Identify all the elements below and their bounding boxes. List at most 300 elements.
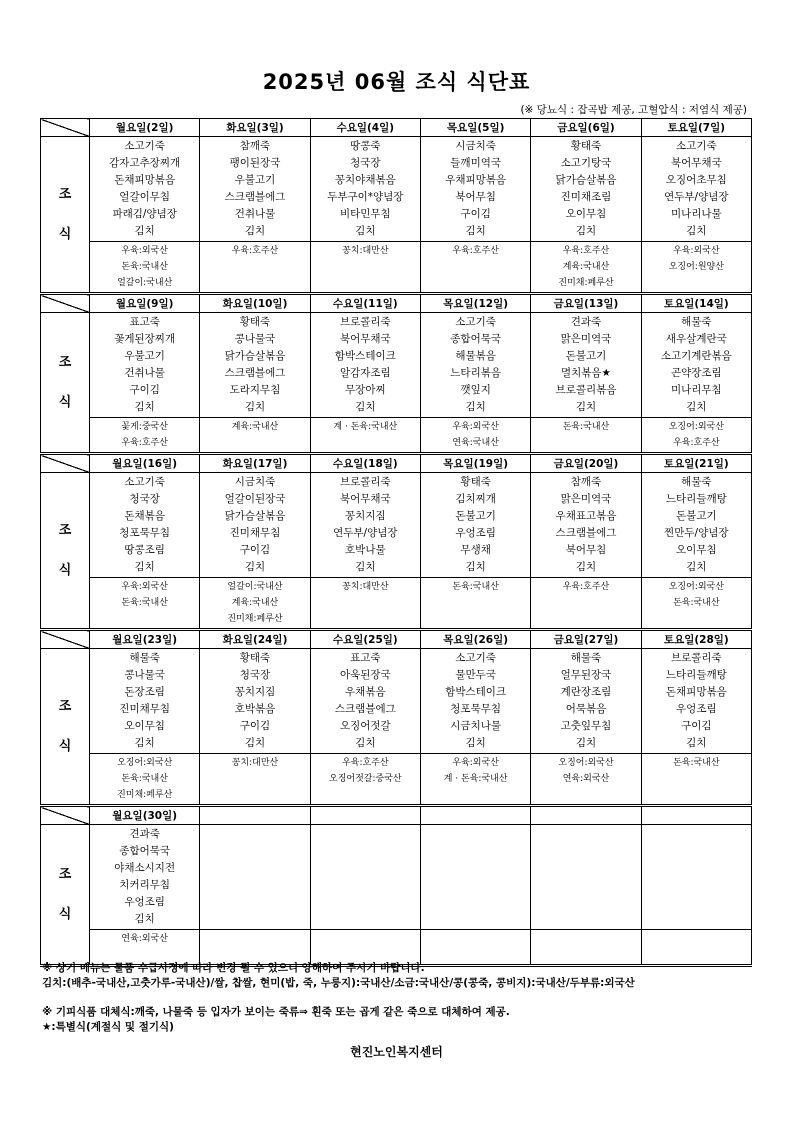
diet-note: (※ 당뇨식 : 잡곡밥 제공, 고혈압식 : 저염식 제공) [520,104,747,116]
origin-item: 돈육:국내산 [562,422,610,432]
dish-item: 미나리무침 [670,384,722,396]
origin-item: 계육:국내산 [231,422,279,432]
menu-cell [420,137,530,242]
note-origin: 김치:(배추-국내산,고춧가루-국내산)/쌀, 찹쌀, 현미(밥, 죽, 누룽지):국내산/소금:국내산/콩(콩죽, 콩비지):국내산/두부류:외국산 [42,977,635,989]
origin-item: 오징어:외국산 [558,758,614,768]
meal-label-char: 식 [58,226,72,242]
day-header: 수요일(11일) [310,294,420,313]
meal-label-char: 식 [58,562,72,578]
origin-cell [200,754,310,806]
origin-item: 꽁치:대만산 [231,758,279,768]
meal-label-char: 식 [58,906,72,922]
day-header: 수요일(25일) [310,630,420,649]
day-header: 화요일(24일) [200,630,310,649]
day-header: 월요일(2일) [90,119,200,137]
dish-item: 무장아찌 [345,384,386,396]
dish-item: 비타민무침 [339,208,391,220]
dish-item: 스크램블에그 [224,367,286,379]
dish-item: 소고기죽 [124,476,165,488]
origin-cell [310,754,420,806]
dish-item: 맑은미역국 [560,333,612,345]
origin-item: 돈육:국내산 [673,758,720,768]
origin-cell [90,418,200,454]
day-header: 월요일(23일) [90,630,200,649]
meal-label [41,473,90,630]
dish-item: 우채표고볶음 [555,510,617,522]
dish-item: 얼무된장국 [560,669,612,681]
dish-item: 브로콜리죽 [670,652,722,664]
dish-item: 견과죽 [570,316,602,328]
menu-cell [531,649,641,754]
origin-cell [641,418,751,454]
dish-item: 해물죽 [681,316,712,328]
dish-item: 돈불고기 [455,510,496,522]
origin-item: 우육:외국산 [452,758,499,768]
dish-item: 땅콩조림 [124,544,165,556]
week-header-row [41,294,752,313]
dish-item: 브로콜리죽 [339,316,391,328]
dish-item: 김치 [244,737,266,749]
day-header: 토요일(14일) [641,294,751,313]
day-header: 금요일(6일) [531,119,641,137]
day-header [310,806,420,825]
dish-item: 김치 [244,401,266,413]
meal-label-char: 조 [58,698,72,714]
menu-cell [641,313,751,418]
origin-item: 진미채:페루산 [558,278,614,288]
origin-cell [641,242,751,294]
dish-item: 팽이된장국 [229,157,281,169]
dish-item: 무생채 [460,544,491,556]
dish-item: 김치 [465,225,486,237]
day-header: 목요일(12일) [420,294,530,313]
menu-cell [641,137,751,242]
dish-item: 시금치나물 [450,720,501,732]
corner-cell [41,630,90,649]
dish-item: 구이김 [681,720,712,732]
dish-item: 표고죽 [350,652,381,664]
menu-cell [420,473,530,578]
origin-item: 우육:호주산 [121,438,168,448]
dish-item: 함박스테이크 [334,350,396,362]
day-header: 금요일(13일) [531,294,641,313]
day-header: 금요일(20일) [531,454,641,473]
origin-item: 오징어:원양산 [668,262,724,272]
dish-item: 북어무침 [565,544,607,556]
dish-item: 돈채볶음 [124,510,165,522]
dish-item: 돈불고기 [565,350,607,362]
origin-cell [200,242,310,294]
origin-item: 계 · 돈육:국내산 [443,774,508,784]
origin-cell [90,578,200,630]
dish-item: 구이김 [239,544,271,556]
origin-item: 계육:국내산 [231,598,279,608]
dish-item: 꽁치지짐 [345,510,386,522]
dish-item: 진미채무침 [229,527,281,539]
origin-item: 연육:외국산 [562,774,610,784]
day-header: 수요일(4일) [310,119,420,137]
meal-label [41,649,90,806]
dish-item: 진미채무침 [119,703,171,715]
origin-item: 얼갈이:국내산 [117,278,173,288]
origin-cell [531,578,641,630]
dish-item: 김치 [134,737,155,749]
dish-item: 돈채피망볶음 [665,686,727,698]
origin-item: 우육:외국산 [121,582,168,592]
week-header-row [41,119,752,137]
dish-item: 브로콜리볶음 [555,384,617,396]
dish-item: 연두부/양념장 [664,191,729,203]
menu-cell [310,137,420,242]
week-header-row [41,806,752,825]
origin-cell [641,578,751,630]
dish-item: 참깨죽 [570,476,602,488]
dish-item: 소고기죽 [124,140,165,152]
dish-item: 김치 [575,401,597,413]
day-header: 수요일(18일) [310,454,420,473]
dish-item: 미나리나물 [670,208,722,220]
origin-item: 연육:국내산 [452,438,499,448]
dish-item: 참깨죽 [239,140,271,152]
meal-label-char: 조 [58,522,72,538]
dish-item: 얼갈이된장국 [224,493,286,505]
dish-item: 우엉조림 [676,703,717,715]
note-change: ※ 상기 메뉴는 물품 수급사정에 따라 변경 될 수 있으니 양해하여 주시기 바랍니다. [42,962,425,974]
menu-cell [90,137,200,242]
dish-item: 느타리들깨탕 [665,493,727,505]
day-header: 화요일(10일) [200,294,310,313]
origin-item: 꽃게:중국산 [121,422,168,432]
origin-item: 오징어:외국산 [668,582,724,592]
dish-item: 구이김 [129,384,160,396]
dish-item: 우채피망볶음 [445,174,507,186]
origin-cell [641,754,751,806]
dish-item: 김치 [134,561,155,573]
origin-item: 계육:국내산 [562,262,610,272]
day-header: 월요일(9일) [90,294,200,313]
origin-cell [420,754,530,806]
dish-item: 곤약장조림 [670,367,722,379]
dish-item: 느타리들깨탕 [665,669,727,681]
menu-cell [641,825,751,930]
dish-item: 김치 [575,225,597,237]
meal-label-char: 조 [58,354,72,370]
dish-item: 우불고기 [124,350,165,362]
dish-item: 도라지무침 [229,384,281,396]
day-header: 금요일(27일) [531,630,641,649]
origin-item: 연육:외국산 [121,934,168,944]
dish-item: 북어무채국 [339,493,391,505]
dish-item: 치커리무침 [119,879,171,891]
origin-item: 돈육:국내산 [121,774,168,784]
menu-cell [90,313,200,418]
dish-item: 소고기죽 [455,652,496,664]
menu-cell [200,137,310,242]
menu-cell [420,825,530,930]
dish-item: 김치 [575,561,597,573]
dish-item: 황태죽 [239,316,271,328]
menu-cell [531,313,641,418]
menu-cell [641,473,751,578]
dish-item: 야채소시지전 [114,862,176,874]
dish-item: 땅콩죽 [350,140,381,152]
dish-item: 시금치죽 [234,476,276,488]
menu-cell [531,473,641,578]
dish-item: 소고기죽 [676,140,717,152]
origin-cell [310,578,420,630]
dish-item: 닭가슴살볶음 [224,350,286,362]
dish-item: 오이무침 [124,720,165,732]
page-title: 2025년 06월 조식 식단표 [262,70,531,94]
origin-item: 우육:호주산 [673,438,720,448]
origin-item: 우육:호주산 [562,582,610,592]
day-header: 월요일(30일) [90,806,200,825]
origin-item: 돈육:국내산 [121,262,168,272]
dish-item: 찐만두/양념장 [664,527,729,539]
origin-item: 얼갈이:국내산 [227,582,283,592]
dish-item: 구이김 [460,208,491,220]
dish-item: 청포묵무침 [119,527,171,539]
day-header: 토요일(28일) [641,630,751,649]
menu-cell [90,825,200,930]
origin-item: 돈육:국내산 [121,598,168,608]
dish-item: 고춧잎무침 [560,720,612,732]
day-header [200,806,310,825]
day-header: 화요일(17일) [200,454,310,473]
dish-item: 파래김/양념장 [112,208,177,220]
day-header: 목요일(19일) [420,454,530,473]
dish-item: 김치 [686,225,707,237]
dish-item: 콩나물국 [124,669,165,681]
dish-item: 견과죽 [129,828,160,840]
dish-item: 꽃게된장찌개 [114,333,176,345]
dish-item: 황태죽 [460,476,491,488]
week-header-row [41,454,752,473]
dish-item: 청국장 [239,669,271,681]
dish-item: 해물볶음 [455,350,496,362]
dish-item: 해물죽 [129,652,160,664]
origin-cell [420,578,530,630]
origin-item: 돈육:국내산 [673,598,720,608]
dish-item: 스크램블에그 [555,527,617,539]
dish-item: 북어무채국 [670,157,722,169]
day-header [531,806,641,825]
origin-item: 돈육:국내산 [452,582,499,592]
center-name: 현진노인복지센터 [350,1045,443,1059]
dish-item: 김치 [244,561,266,573]
dish-item: 김치 [465,561,486,573]
dish-item: 콩나물국 [234,333,276,345]
dish-item: 연두부/양념장 [333,527,398,539]
menu-cell [310,473,420,578]
menu-cell [90,473,200,578]
dish-item: 호박나물 [345,544,386,556]
origin-item: 진미채:페루산 [117,790,173,800]
day-header: 목요일(5일) [420,119,530,137]
dish-item: 청국장 [350,157,381,169]
dish-item: 우엉조림 [124,896,165,908]
origin-item: 오징어젓갈:중국산 [329,774,402,784]
dish-item: 닭가슴살볶음 [224,510,286,522]
corner-cell [41,454,90,473]
dish-item: 김치 [465,401,486,413]
origin-item: 진미채:페루산 [227,614,283,624]
dish-item: 김치 [686,737,707,749]
dish-item: 김치 [355,561,376,573]
dish-item: 김치찌개 [455,493,496,505]
origin-item: 우육:호주산 [452,246,499,256]
dish-item: 진미채조림 [560,191,612,203]
dish-item: 스크램블에그 [334,703,396,715]
week-header-row [41,630,752,649]
dish-item: 종합어묵국 [450,333,501,345]
dish-item: 건취나물 [234,208,276,220]
origin-cell [310,418,420,454]
dish-item: 브로콜리죽 [339,476,391,488]
dish-item: 꽁치지짐 [234,686,276,698]
origin-cell [310,242,420,294]
origin-item: 꽁치:대만산 [342,246,389,256]
menu-cell [200,313,310,418]
origin-item: 우육:외국산 [452,422,499,432]
menu-cell [641,649,751,754]
dish-item: 황태죽 [570,140,602,152]
day-header [420,806,530,825]
dish-item: 김치 [355,737,376,749]
menu-cell [90,649,200,754]
corner-cell [41,294,90,313]
origin-cell [200,418,310,454]
day-header [641,806,751,825]
dish-item: 김치 [134,913,155,925]
dish-item: 오이무침 [565,208,607,220]
dish-item: 김치 [244,225,266,237]
menu-cell [531,825,641,930]
note-substitute: ※ 기피식품 대체식:깨죽, 나물죽 등 입자가 보이는 죽류⇒ 흰죽 또는 곱게 같은 죽으로 대체하여 제공. [42,1006,510,1018]
dish-item: 얼갈이무침 [119,191,171,203]
dish-item: 김치 [355,401,376,413]
dish-item: 알감자조림 [339,367,391,379]
menu-cell [310,649,420,754]
menu-cell [200,473,310,578]
dish-item: 해물죽 [681,476,712,488]
menu-cell [310,825,420,930]
dish-item: 시금치죽 [455,140,496,152]
day-header: 월요일(16일) [90,454,200,473]
origin-cell [531,242,641,294]
dish-item: 소고기죽 [455,316,496,328]
dish-item: 호박볶음 [234,703,276,715]
meal-label [41,825,90,966]
dish-item: 우채볶음 [345,686,386,698]
origin-cell [200,578,310,630]
corner-cell [41,806,90,825]
dish-item: 김치 [355,225,376,237]
origin-item: 우육:외국산 [673,246,720,256]
dish-item: 북어무침 [455,191,496,203]
meal-label-char: 조 [58,866,72,882]
meal-label [41,137,90,294]
dish-item: 김치 [686,401,707,413]
dish-item: 오이무침 [676,544,717,556]
dish-item: 김치 [134,401,155,413]
dish-item: 김치 [134,225,155,237]
meal-label-char: 식 [58,394,72,410]
dish-item: 건취나물 [124,367,165,379]
origin-item: 우육:호주산 [231,246,279,256]
day-header: 목요일(26일) [420,630,530,649]
origin-item: 오징어:외국산 [668,422,724,432]
origin-cell [420,242,530,294]
corner-cell [41,119,90,137]
dish-item: 깻잎지 [460,384,491,396]
meal-label-char: 식 [58,738,72,754]
dish-item: 소고기탕국 [560,157,612,169]
origin-cell [531,754,641,806]
dish-item: 북어무채국 [339,333,391,345]
menu-table [40,118,752,967]
dish-item: 청국장 [129,493,160,505]
menu-cell [200,825,310,930]
dish-item: 함박스테이크 [445,686,507,698]
dish-item: 황태죽 [239,652,271,664]
dish-item: 돈채피망볶음 [114,174,176,186]
dish-item: 김치 [575,737,597,749]
menu-cell [531,137,641,242]
dish-item: 어묵볶음 [565,703,607,715]
dish-item: 구이김 [239,720,271,732]
day-header: 토요일(21일) [641,454,751,473]
dish-item: 새우살계란국 [665,333,727,345]
dish-item: 두부구이*양념장 [327,191,404,203]
dish-item: 감자고추장찌개 [109,157,181,169]
day-header: 화요일(3일) [200,119,310,137]
dish-item: 우불고기 [234,174,276,186]
menu-cell [420,313,530,418]
menu-cell [310,313,420,418]
menu-cell [420,649,530,754]
dish-item: 물만두국 [455,669,496,681]
origin-cell [90,242,200,294]
meal-label [41,313,90,454]
dish-item: 오징어초무침 [665,174,727,186]
origin-cell [531,418,641,454]
origin-item: 오징어:외국산 [117,758,173,768]
dish-item: 소고기계란볶음 [660,350,732,362]
dish-item: 들깨미역국 [450,157,501,169]
dish-item: 김치 [686,561,707,573]
origin-cell [420,418,530,454]
dish-item: 청포묵무침 [450,703,501,715]
dish-item: 닭가슴살볶음 [555,174,617,186]
origin-item: 꽁치:대만산 [342,582,389,592]
dish-item: 아욱된장국 [339,669,391,681]
dish-item: 멸치볶음★ [560,367,611,379]
origin-item: 우육:외국산 [121,246,168,256]
dish-item: 느타리볶음 [450,367,501,379]
dish-item: 표고죽 [129,316,160,328]
dish-item: 오징어젓갈 [339,720,391,732]
dish-item: 돈장조림 [124,686,165,698]
day-header: 토요일(7일) [641,119,751,137]
origin-item: 우육:호주산 [562,246,610,256]
dish-item: 계란장조림 [560,686,612,698]
origin-item: 우육:호주산 [342,758,389,768]
dish-item: 맑은미역국 [560,493,612,505]
dish-item: 꽁치야채볶음 [334,174,396,186]
dish-item: 김치 [465,737,486,749]
origin-item: 계 · 돈육:국내산 [333,422,398,432]
